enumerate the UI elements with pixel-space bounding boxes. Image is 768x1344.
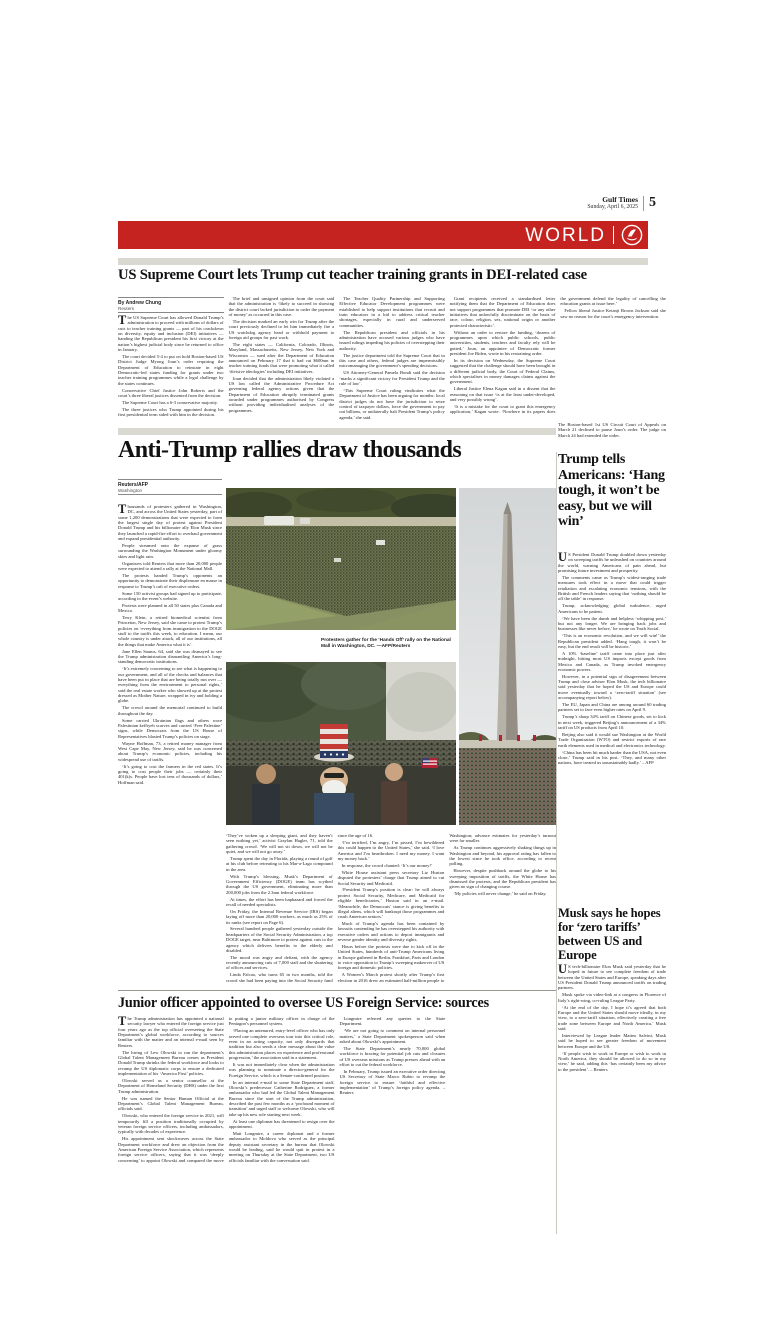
byline-rule [118,479,222,480]
section-banner [118,221,648,249]
article-paragraph: His appointment sent shockwaves across the State Department workforce and drew an objection from the American Foreign Service Association, which represents foreign service officers, saying that it was ‘deeply concerning’ to appoint Olowski and compared the move to putting a junior military officer in charge of the Pentagon’s personnel system. [118,1016,335,1163]
scotus-paragraphs [118,296,666,424]
article-paragraph: A Women’s March protest shortly after Trump’s first election in 2016 drew an estimated half-million people to Washington; advance estimates for yesterday’s turnout were far smaller. [337,833,556,983]
photo-rally-crowd [226,662,456,825]
article-paragraph: Some carried Ukrainian flags and others wore Palestinian keffiyeh scarves and carried ‘Free Palestine’ signs, while Democrats from the US House of Representatives blasted Trump’s policies on stage. [118,717,222,739]
article-paragraph: Thousands of protesters gathered in Washington, DC, and across the United States yesterday, part of some 1,200 demonstrations that were expected to form the largest single day of protest against President Donald Trump and his billionaire ally Elon Musk since they launched a rapid-fire effort to overhaul government and expand presidential authority. [118,504,222,542]
byline-rule [118,297,224,298]
article-paragraph: White House assistant press secretary Liz Huston disputed the protesters’ charge that Trump aimed to cut Social Security and Medicaid. [337,869,445,886]
banner-separator [613,226,614,244]
article-paragraph: ‘They’ve woken up a sleeping giant, and they haven’t seen nothing yet,’ activist Graylan Hagler, 71, told the gathering crowd. ‘We will not sit down, we will not be quiet, and we will not go away.’ [226,833,333,855]
article-paragraph: However, in a potential sign of disagreement between Trump and close adviser Elon Musk, the tech billionaire said yesterday that he hoped the US and Europe could move eventually toward a ‘zero-tariff situation’ (see accompanying report below). [558,673,666,701]
masthead-text [587,196,638,210]
byline-rule [118,494,222,495]
article-paragraph: ‘It’s extremely concerning to see what is happening to our government, and all of the checks and balances that have been put in place that are being totally run over — everything from the environment to personal rights,’ said the real estate worker who showed up at the protest dressed as Mother Nature, wrapped in ivy and holding a globe. [118,666,222,704]
article-paragraph: The EU, Japan and China are among around 60 trading partners set to face even higher rates on April 9. [558,702,666,713]
article-paragraph: The State Department’s nearly 70,000 global workforce is bracing for potential job cuts and closures of US overseas missions as Trump presses ahead with an effort to cut the federal workforce. [339,1045,446,1067]
article-paragraph: People streamed onto the expanse of grass surrounding the Washington Monument under gloomy skies and light rain. [118,543,222,559]
article-paragraph: The decision marked an early win for Trump after the court previously declined to let him immediately fire a US watchdog agency head or withhold payment to foreign aid groups for past work. [228,318,335,340]
article-paragraph: The crowd around the memorial continued to build throughout the day. [118,705,222,716]
article-paragraph: Protests were planned in all 50 states plus Canada and Mexico. [118,602,222,614]
article-paragraph: Fellow liberal Justice Ketanji Brown Jackson said she saw no reason for the court’s emergency intervention. [560,308,666,319]
article-paragraph: Trump’s sharp 34% tariff on Chinese goods, set to kick in next week, triggered Beijing’s announcement of a 34% tariff on US products from April 10. [558,714,666,731]
article-paragraph: US Attorney-General Pamela Bondi said the decision ‘marks a significant victory for President Trump and the rule of law’. [339,370,445,386]
article-paragraph: Trump spent the day in Florida, playing a round of golf at his club before retreating to his Mar-a-Lago compound in the area. [226,855,333,872]
article-paragraph: The Trump administration has appointed a national security lawyer who entered the foreign service just four years ago as the top official overseeing the State Department’s global workforce, according to sources familiar with the matter and an internal e-mail seen by Reuters. [118,1016,224,1048]
masthead [520,192,656,214]
article-paragraph: US tech-billionaire Elon Musk said yesterday that he hoped in future to see complete freedom of trade between the United States and Europe, speaking days after US President Donald Trump announced tariffs on trading partners. [558,964,666,991]
photo-washington-monument [459,488,556,825]
article-paragraph: ‘We have been the dumb and helpless ‘whipping post,’ but not any longer. We are bringing back jobs and businesses like never before,’ he wrote on Truth Social. [558,615,666,632]
article-paragraph: The Supreme Court has a 6-3 conservative majority. [122,399,218,405]
musk-body [558,964,666,1234]
article-paragraph: It was not immediately clear when the administration was planning to nominate a director-general for the Foreign Service, which is a Senate-confirmed position. [228,1061,335,1078]
article-paragraph: Linda Falcao, who turns 65 in two months, told the crowd she had been paying into the Social Security fund since the age of 16. [226,833,374,983]
scotus-body [118,296,666,424]
article-paragraph: ‘It is a mistake for the court to grant this emergency application,’ Kagan wrote. ‘Nowhere in its papers does the government defend the legality of cancelling the education grants at issue here.’ [449,296,666,415]
article-paragraph: The hiring of Lew Olowski to run the department’s Global Talent Management Bureau comes as President Donald Trump shrinks the federal workforce and looks to revamp the US diplomatic corps to ensure a dedicated implementation of his ‘America First’ policies. [118,1049,224,1077]
junior-top-rule [118,990,556,991]
article-paragraph: Terry Klein, a retired biomedical scientist from Princeton, New Jersey, said she came to protest Trump’s policies on ‘everything from immigration to the DOGE stuff to the tariffs this week, to education. I mean, our whole country is under attack, all of our institutions, all the things that make America what it is’. [118,615,222,647]
article-paragraph: The eight states — California, Colorado, Illinois, Maryland, Massachusetts, New Jersey, New York and Wisconsin — sued after the Department of Education announced on February 17 that it had cut $600mn in teacher training funds that were promoting what it called ‘divisive ideologies’ including DEI initiatives. [228,341,335,374]
article-paragraph: At times, the effort has been haphazard and forced the recall of needed specialists. [226,896,333,907]
section-title: WORLD [525,224,606,246]
article-paragraph: ‘China has been hit much harder than the USA, not even close,’ Trump said in his post. ‘They, and many other nations, have treated us unsustainably badly.’ – AFP [558,749,666,766]
article-paragraph: The comments came as Trump’s widest-ranging trade measures took effect in a move that could trigger retaliation and escalating economic tensions, with the British and French leaders saying that ‘nothing should be off the table’ in response. [558,574,666,602]
article-paragraph: With Trump’s blessing, Musk’s Department of Government Efficiency (DOGE) team has scythed through the US government, eliminating more than 200,000 jobs from the 2.3mn federal workforce. [226,873,333,895]
article-paragraph: The three justices who Trump appointed during his first presidential term sided with him in the decision. [118,406,224,418]
photo-caption: Protesters gather for the ‘Hands Off’ rally on the National Mall in Washington, DC. —AFP/Reuters [321,638,451,649]
article-paragraph: ‘My policies will never change,’ he said on Friday. [453,891,547,897]
separator-strip-top [118,258,648,265]
article-paragraph: In an internal e-mail to some State Department staff, Olowski’s predecessor Catherine Rodriguez, a former ambassador who had led the Global Talent Management Bureau since the start of the Trump administration, described the past few months as a ‘profound moment of transition’ and urged staff to welcome Olowski, who will take up his new role starting next week. [228,1079,335,1117]
scotus-byline-author: By Andrew Chung [118,299,162,306]
article-paragraph: ‘We are not going to comment on internal personnel matters,’ a State Department spokesperson said when asked about Olowski’s appointment. [339,1028,446,1044]
article-paragraph: The Teacher Quality Partnership and Supporting Effective Educator Development programmes were established to help support institutions that recruit and train educators in a bid to address critical teacher shortages, especially in rural and underserved communities. [339,296,445,328]
article-paragraph: A 10% ‘baseline’ tariff came into place just after midnight, hitting most US imports except goods from Mexico and Canada, as Trump invoked emergency economic powers. [558,650,666,672]
article-paragraph: Organisers told Reuters that more than 20,000 people were expected to attend a rally at the National Mall. [118,560,222,571]
masthead-divider [643,196,644,211]
rallies-byline [118,478,222,497]
paper-date: Sunday, April 6, 2025 [587,203,638,210]
article-paragraph: Interviewed by League leader Matteo Salvini, Musk said he hoped to see greater freedom of movement between Europe and the US. [558,1032,666,1049]
byline-rule [118,312,224,313]
article-paragraph: The Republican president and officials in his administration have accused various judges who have issued rulings impeding his policies of overstepping their authority. [339,329,445,351]
article-paragraph: ‘At the end of the day, I hope it’s agreed that both Europe and the United States should move ideally, in my view, to a zero-tariff situation, effectively creating a free trade zone between Europe and North America,’ Musk said. [558,1004,666,1031]
article-paragraph: Some 150 activist groups had signed up to participate, according to the event’s website. [118,590,222,601]
article-paragraph: Beijing also said it would sue Washington at the World Trade Organisation (WTO) and restrict exports of rare earth elements used in medical and electronics technology. [558,732,666,748]
article-paragraph: Grant recipients received a standardised letter notifying them that the Department of Education does not support programmes that promote DEI ‘or any other initiatives that unlawfully discriminate on the basis of race, colour, religion, sex, national origin or another protected characteristic’. [449,296,556,328]
article-paragraph: Joun decided that the administration likely violated a US law called the Administrative Procedure Act governing federal agency actions given that the Department of Education abruptly terminated grants awarded under programmes authorised by Congress without providing individualised analyses of the programmes. [228,375,335,413]
article-paragraph: In February, Trump issued an executive order directing US Secretary of State Marco Rubio to revamp the foreign service to ensure ‘faithful and effective implementation’ of Trump’s foreign policy agenda. – Reuters [339,1068,446,1096]
article-paragraph: As Trump continues aggressively shaking things up in Washington and beyond, his approval rating has fallen to the lowest since he took office, according to recent polling. [449,845,556,867]
article-paragraph: He was named the Senior Human Official at the Department’s Global Talent Management Bureau, officials said. [118,1095,224,1112]
article-paragraph: The US Supreme Court has allowed Donald Trump’s administration to proceed with millions of dollars of cuts to teacher training grants — part of his crackdown on diversity, equity and inclusion (DEI) initiatives — handing the Republican president his first victory at the nation’s highest judicial body since he returned to office in January. [118,312,224,353]
article-paragraph: ‘This Supreme Court ruling vindicates what the Department of Justice has been arguing for months: local district judges do not have the jurisdiction to seize control of taxpayer dollars, force the government to pay out billions, or unilaterally halt President Trump’s policy agenda,’ she said. [339,387,445,420]
article-paragraph: The mood was angry and defiant, with the agency recently announcing cuts of 7,000 staff and the shuttering of offices and services. [226,954,333,971]
rallies-headline: Anti-Trump rallies draw thousands [118,437,462,463]
rallies-column-1 [118,504,222,985]
article-paragraph: Much of Trump’s agenda has been contained by lawsuits contending he has overstepped his authority with executive orders and actions to deport immigrants and reverse gender identity and diversity rights. [337,921,445,943]
scotus-tail [558,422,666,449]
paper-name: Gulf Times [602,195,638,205]
junior-headline: Junior officer appointed to oversee US Foreign Service: sources [118,995,489,1011]
article-paragraph: ‘President Trump’s position is clear: he will always protect Social Security, Medicare, and Medicaid for eligible beneficiaries,’ Huston said in an e-mail. ‘Meanwhile, the Democrats’ stance is giving benefits to illegal aliens, which will bankrupt those programmes and crush American seniors.’ [337,887,445,920]
article-paragraph: At least one diplomat has threatened to resign over the appointment. [228,1118,335,1129]
article-paragraph: Wayne Hoffman, 73, a retired money manager from West Cape May, New Jersey, said he was concerned about Trump’s economic policies, including his widespread use of tariffs. [118,740,222,762]
article-paragraph: ‘Placing an untenured, entry-level officer who has only served one complete overseas tour into this critical role, even in an acting capacity, not only disregards that tradition but also sends a clear message about the value this administration places on experience and professional progression,’ the association said in a statement. [228,1028,335,1060]
column-rule [556,452,557,1234]
article-paragraph: Olowski served as a senior counsellor at the Department of Homeland Security (DHS) under the first Trump administration. [118,1077,224,1094]
page-number: 5 [649,195,656,210]
article-paragraph: However, despite pushback around the globe to his sweeping imposition of tariffs, the White House has dismissed the protests, and the Republican president has given no sign of changing course. [449,868,556,890]
article-paragraph: Without an order to restore the funding, ‘dozens of programmes upon which public schools, public universities, students, teachers and faculty rely will be gutted,’ Joun, an appointee of Democratic former president Joe Biden, wrote in his restraining order. [449,329,556,357]
article-paragraph: Liberal Justice Elena Kagan said in a dissent that the reasoning on that issue ‘is at the least under-developed, and very possibly wrong’. [449,386,556,402]
article-paragraph: The justice department told the Supreme Court that in this case and others, federal judges are impermissibly micromanaging the government’s spending decisions. [339,352,445,369]
musk-paragraphs [558,964,666,1072]
scotus-headline: US Supreme Court lets Trump cut teacher training grants in DEI-related case [118,267,587,283]
rallies-lower-columns [226,833,556,985]
scotus-tail-text: The Boston-based 1st US Circuit Court of Appeals on March 21 declined to pause Joun’s order. The judge on March 24 had extended the order. [558,422,666,438]
musk-headline: Musk says he hopes for ‘zero tariffs’ between US and Europe [558,906,661,962]
rallies-paragraphs-col1 [118,504,222,785]
rallies-byline-agency: Reuters/AFP [118,481,149,488]
scotus-byline [118,297,224,313]
separator-strip-mid [118,428,556,435]
article-paragraph: ‘It’s going to cost the farmers in the red states. It’s going to cost people their jobs — certainly their 401(k)s. People have lost tens of thousands of dollars,’ Hoffman said. [118,763,222,785]
trump-tells-body [558,552,666,888]
article-paragraph: In its decision on Wednesday, the Supreme Court suggested that the challenge should have been brought in a different judicial body, the Court of Federal Claims, which specialises in money damages claims against the government. [449,357,556,385]
article-paragraph: Longmire referred any queries to the State Department. [339,1016,446,1027]
article-paragraph: Matt Longmire, a career diplomat and a former ambassador to Moldova who served as the principal deputy assistant secretary in the bureau that Olowski would be leading, said he would quit in protest in a meeting on Thursday at the State Department, two US officials familiar with the conversation said. [228,1130,335,1163]
article-paragraph: Trump, acknowledging global turbulence, urged Americans to be patient. [558,603,666,614]
trump-tells-paragraphs [558,552,666,766]
photo-rally-aerial [226,488,456,630]
article-paragraph: ‘This is an economic revolution, and we will win!’ the Republican president added. ‘Hang tough, it won’t be easy, but the end result will be historic.’ [558,633,666,649]
article-paragraph: The protests handed Trump’s opponents an opportunity to demonstrate their displeasure en masse in response to Trump’s raft of executive orders. [118,572,222,589]
article-paragraph: ‘I’m terrified, I’m angry, I’m pissed, I’m bewildered this could happen to the United States,’ she said. ‘I love America and I’m heartbroken. I need my money. I want my money back.’ [337,839,445,861]
rallies-byline-location: Washington [118,487,143,493]
scotus-byline-agency: Reuters [118,305,135,311]
article-paragraph: The court decided 5-4 to put on hold Boston-based US District Judge Myong Joun’s order requiring the Department of Education to reinstate in eight Democratic-led states funding for grants under two teacher training programmes while a legal challenge by the states continues. [118,353,224,386]
trump-tells-headline: Trump tells Americans: ‘Hang tough, it won’t be easy, but we will win’ [558,452,665,530]
article-paragraph: Conservative Chief Justice John Roberts and the court’s three liberal justices dissented from the decision. [118,387,224,398]
article-paragraph: Jane Ellen Saums, 64, said she was dismayed to see the Trump administration dismantling America’s long-standing democratic institutions. [118,648,222,665]
article-paragraph: In response, the crowd chanted: ‘It’s our money!’ [341,862,433,868]
article-paragraph: ‘If people wish to work in Europe or wish to work in North America, they should be allowed to do so in my view,’ he said, adding this ‘has certainly been my advice to the president’. – Reuters [558,1050,666,1072]
rallies-paragraphs-lower [226,833,556,985]
junior-body [118,1016,556,1166]
junior-paragraphs [118,1016,445,1166]
article-paragraph: On Friday, the Internal Revenue Service (IRS) began laying off more than 20,000 workers, as much as 25% of its ranks (see report on Page 6). [226,908,333,925]
article-paragraph: Musk spoke via video-link at a congress in Florence of Italy’s right-wing, co-ruling League Party. [558,992,666,1003]
article-paragraph: Olowski, who entered the foreign service in 2021, will temporarily fill a position traditionally occupied by veteran foreign service officers, including ambassadors, typically with decades of experience. [118,1113,224,1135]
article-paragraph: The brief and unsigned opinion from the court said that the administration is ‘likely to succeed in showing the district court lacked jurisdiction to order the payment of money’ as occurred in this case. [228,296,335,318]
dhow-logo-icon [621,224,643,246]
article-paragraph: Hours before the protests were due to kick off in the United States, hundreds of anti-Trump Americans living in Europe gathered in Berlin, Frankfurt, Paris and London to voice opposition to Trump’s sweeping makeover of US foreign and domestic policies. [337,944,445,971]
article-paragraph: US President Donald Trump doubled down yesterday on sweeping tariffs he unleashed on countries around the world, warning Americans of pain ahead, but promising future investment and prosperity. [558,552,666,574]
article-paragraph: Several hundred people gathered yesterday outside the headquarters of the Social Security Administration, a top DOGE target, near Baltimore to protest against cuts to the agency which delivers benefits to the elderly and disabled. [226,926,333,953]
